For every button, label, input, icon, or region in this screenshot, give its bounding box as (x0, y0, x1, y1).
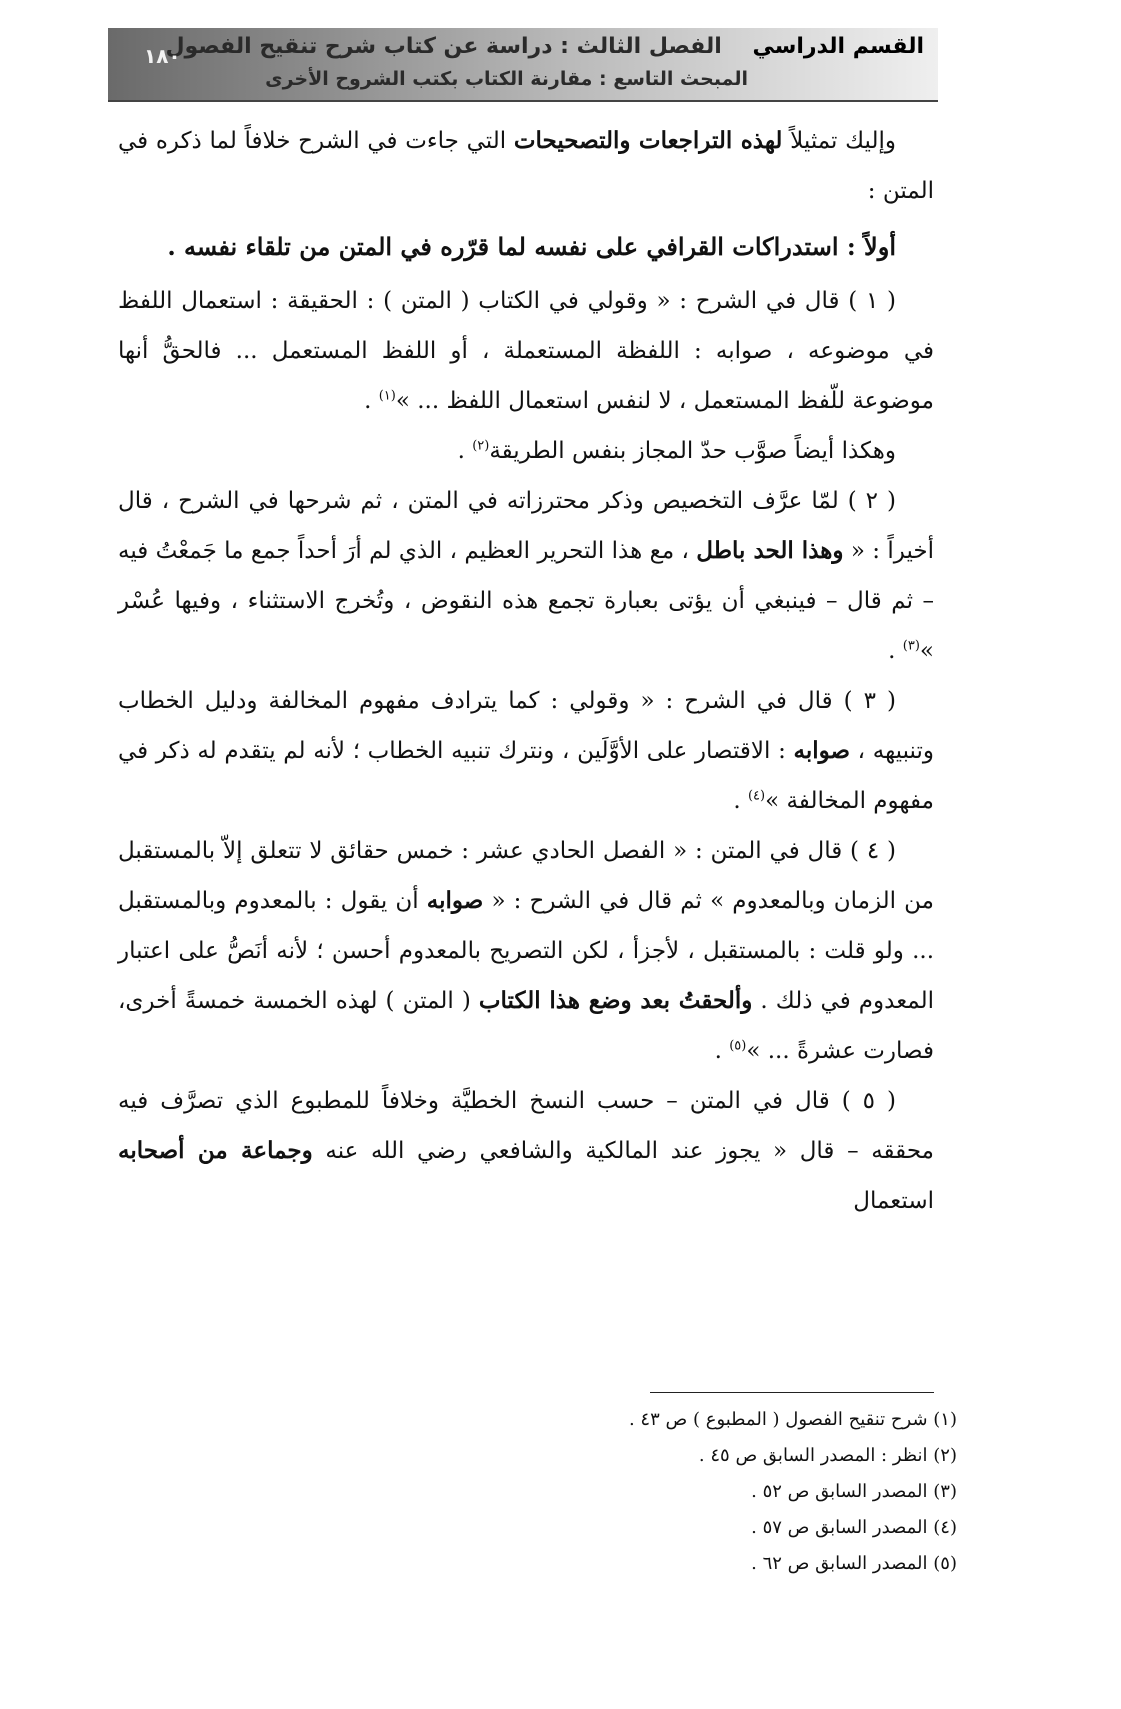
footnote-ref-2[interactable]: (٢) (472, 438, 490, 454)
paragraph-2 (118, 476, 934, 676)
p2-bold: وهذا الحد باطل (696, 537, 844, 564)
section-heading: أولاً : استدراكات القرافي على نفسه لما قرّره في المتن من تلقاء نفسه . (167, 232, 896, 261)
footnote-ref-3[interactable]: (٣) (902, 638, 920, 654)
footnote-ref-1[interactable]: (١) (378, 388, 396, 404)
p4-text-a: ( ٤ ) قال في المتن : « الفصل الحادي عشر : خمس حقائق لا تتعلق إلاّ بالمستقبل من الزمان وبالمعدوم » ثم قال في الشرح : « (118, 838, 935, 914)
paragraph-1b (118, 426, 934, 476)
header-chapter: الفصل الثالث : دراسة عن كتاب شرح تنقيح الفصول (165, 34, 722, 59)
intro-bold: لهذه التراجعات والتصحيحات (513, 127, 783, 154)
intro-text-c: التي جاءت في الشرح خلافاً لما ذكره في المتن : (118, 128, 934, 204)
paragraph-5 (118, 1076, 934, 1226)
paragraph-3 (118, 676, 934, 826)
running-header (108, 28, 938, 102)
footnote-5: (٥) المصدر السابق ص ٦٢ . (751, 1553, 957, 1574)
p4-bold-2: وألحقتُ بعد وضع هذا الكتاب (478, 987, 753, 1014)
p3-end: . (733, 788, 748, 814)
p2-end: . (888, 638, 903, 664)
p5-bold: وجماعة من أصحابه (118, 1137, 313, 1164)
footnote-2: (٢) انظر : المصدر السابق ص ٤٥ . (698, 1445, 957, 1466)
header-section: القسم الدراسي (752, 34, 924, 59)
intro-text-a: وإليك تمثيلاً (782, 128, 896, 154)
p5-text-a: ( ٥ ) قال في المتن – حسب النسخ الخطيَّة وخلافاً للمطبوع الذي تصرَّف فيه محققه – قال « يجوز عند المالكية والشافعي رضي الله عنه (118, 1088, 934, 1164)
p4-end: . (714, 1038, 730, 1064)
p5-text-b: استعمال (853, 1188, 934, 1214)
p1-end: . (364, 388, 379, 414)
body-text (118, 116, 934, 1226)
footnote-ref-4[interactable]: (٤) (747, 788, 766, 804)
paragraph-1 (118, 276, 934, 426)
footnote-ref-5[interactable]: (٥) (729, 1038, 747, 1054)
p4-bold-1: صوابه (426, 887, 484, 914)
p2-text-a: ( ٢ ) لمّا عرَّف التخصيص وذكر محترزاته في المتن ، ثم شرحها في الشرح ، قال أخيراً : « (118, 488, 934, 564)
footnote-1: (١) شرح تنقيح الفصول ( المطبوع ) ص ٤٣ . (628, 1409, 957, 1430)
p1-text: ( ١ ) قال في الشرح : « وقولي في الكتاب ( المتن ) : الحقيقة : استعمال اللفظ في موضوعه ، صوابه : اللفظة المستعملة ، أو اللفظ المستعمل ... فالحقُّ أنها موضوعة للّفظ المستعمل ، لا لنفس استعمال اللفظ ... » (118, 288, 934, 414)
p1b-end: . (457, 438, 473, 464)
footnote-divider (650, 1392, 934, 1393)
paragraph-4 (118, 826, 934, 1076)
header-title-line (165, 34, 924, 59)
p4-text-b: أن يقول : بالمعدوم وبالمستقبل ... ولو قلت : بالمستقبل ، لأجزأ ، لكن التصريح بالمعدوم أحسن ؛ لأنه أنَصُّ على اعتبار المعدوم في ذلك . (118, 888, 934, 1014)
p3-text-a: ( ٣ ) قال في الشرح : « وقولي : كما يترادف مفهوم المخالفة ودليل الخطاب وتنبيهه ، (118, 688, 935, 764)
p3-text-b: : الاقتصار على الأوَّلَين ، ونترك تنبيه الخطاب ؛ لأنه لم يتقدم له ذكر في مفهوم المخالفة » (118, 738, 934, 814)
p1b-text: وهكذا أيضاً صوَّب حدّ المجاز بنفس الطريقة (489, 438, 896, 464)
p2-text-b: ، مع هذا التحرير العظيم ، الذي لم أرَ أحداً جمع ما جَمعْتُ فيه – ثم قال – فينبغي أن يؤتى بعبارة تجمع هذه النقوض ، وتُخرج الاستثناء ، وفيها عُسْر » (118, 538, 934, 664)
footnote-3: (٣) المصدر السابق ص ٥٢ . (751, 1481, 957, 1502)
p4-text-c: ( المتن ) لهذه الخمسة خمسةً أخرى، فصارت عشرةً ... » (118, 988, 934, 1064)
footnote-4: (٤) المصدر السابق ص ٥٧ . (751, 1517, 957, 1538)
p3-bold: صوابه (793, 737, 851, 764)
header-subsection: المبحث التاسع : مقارنة الكتاب بكتب الشروح الأخرى (265, 68, 748, 90)
footnotes (257, 1402, 957, 1582)
page-number: ١٨٠ (144, 44, 181, 68)
intro-paragraph (118, 116, 934, 216)
